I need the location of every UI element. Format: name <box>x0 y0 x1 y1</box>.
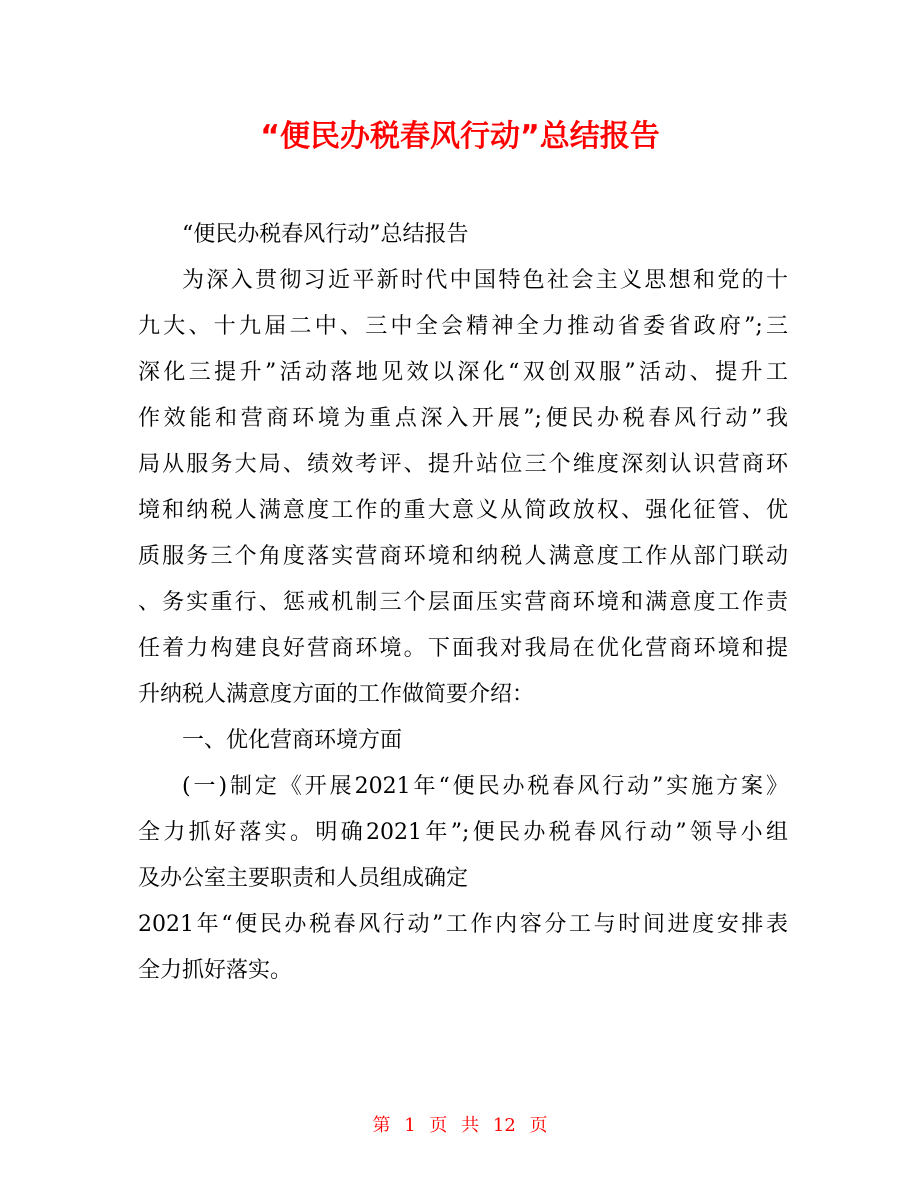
footer-total-label: 共 <box>461 1115 480 1136</box>
document-title: “便民办税春风行动”总结报告 <box>260 119 660 154</box>
body-line: 升纳税人满意度方面的工作做简要介绍： <box>138 682 535 707</box>
section-heading: 一、优化营商环境方面 <box>182 728 403 753</box>
body-line: 全力抓好落实。 <box>138 958 293 983</box>
body-line: 境和纳税人满意度工作的重大意义从简政放权、强化征管、优 <box>138 498 788 523</box>
body-line: 九大、十九届二中、三中全会精神全力推动省委省政府”;三 <box>138 314 788 339</box>
body-line: 、务实重行、惩戒机制三个层面压实营商环境和满意度工作责 <box>138 590 788 615</box>
page-footer <box>0 1114 920 1138</box>
body-line: 及办公室主要职责和人员组成确定 <box>138 866 469 891</box>
body-line: 作效能和营商环境为重点深入开展”;便民办税春风行动”我 <box>138 406 788 431</box>
body-line: 局从服务大局、绩效考评、提升站位三个维度深刻认识营商环 <box>138 452 788 477</box>
footer-current-page: 1 <box>404 1115 416 1136</box>
footer-total-unit: 页 <box>529 1115 548 1136</box>
body-line: 深化三提升”活动落地见效以深化“双创双服”活动、提升工 <box>138 360 788 385</box>
body-line: (一)制定《开展2021年“便民办税春风行动”实施方案》 <box>182 774 788 799</box>
footer-total-pages: 12 <box>492 1115 516 1136</box>
body-line: 任着力构建良好营商环境。下面我对我局在优化营商环境和提 <box>138 636 788 661</box>
footer-page-label: 第 <box>372 1115 391 1136</box>
body-line: “便民办税春风行动”总结报告 <box>182 222 469 247</box>
document-body <box>138 212 788 994</box>
body-line: 质服务三个角度落实营商环境和纳税人满意度工作从部门联动 <box>138 544 788 569</box>
body-line: 2021年“便民办税春风行动”工作内容分工与时间进度安排表 <box>138 912 788 937</box>
body-line: 为深入贯彻习近平新时代中国特色社会主义思想和党的十 <box>182 268 788 293</box>
footer-page-unit: 页 <box>429 1115 448 1136</box>
body-line: 全力抓好落实。明确2021年”;便民办税春风行动”领导小组 <box>138 820 788 845</box>
